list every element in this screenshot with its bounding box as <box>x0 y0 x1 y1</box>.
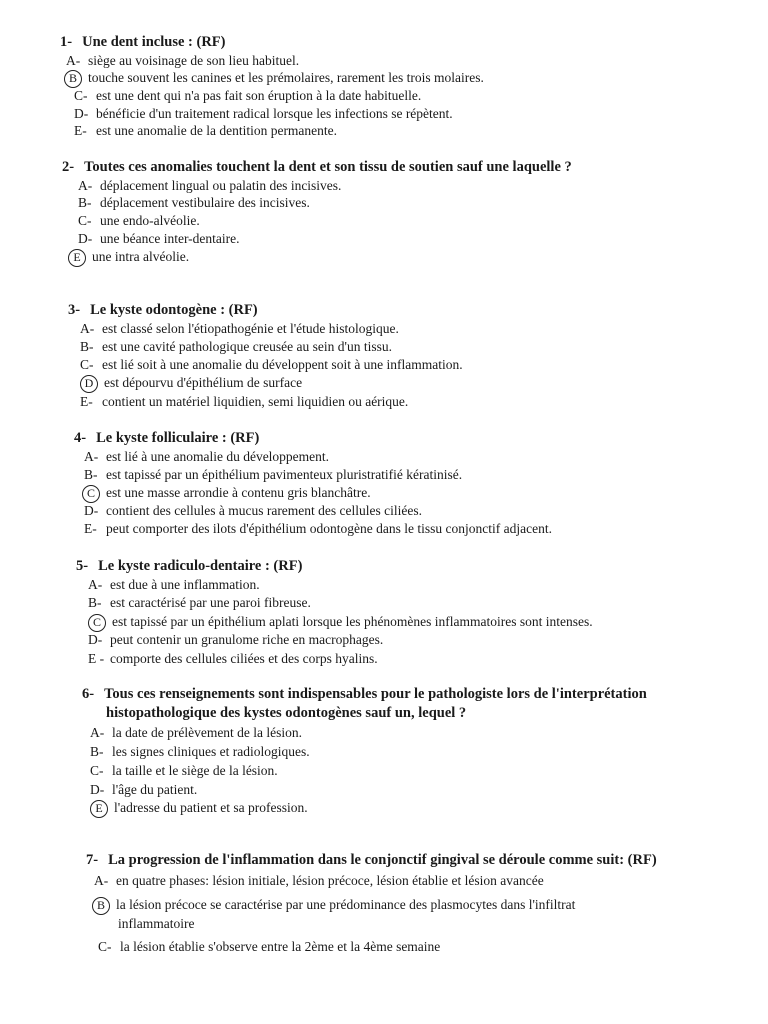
q5-option-d[interactable]: D- peut contenir un granulome riche en macrophages. <box>88 632 384 647</box>
q7-option-c-text: la lésion établie s'observe entre la 2ème et la 4ème semaine <box>120 939 441 954</box>
q4-option-e[interactable]: E- peut comporter des ilots d'épithélium odontogène dans le tissu conjonctif adjacent. <box>84 521 552 536</box>
q7-option-c[interactable] <box>98 938 440 956</box>
q3-option-e[interactable]: E- contient un matériel liquidien, semi liquidien ou aérique. <box>80 394 409 409</box>
q2-option-d[interactable]: D- une béance inter-dentaire. <box>78 231 240 246</box>
q1-option-a[interactable]: A- siège au voisinage de son lieu habituel. <box>66 53 300 68</box>
q1-option-e[interactable]: E- est une anomalie de la dentition permanente. <box>74 123 338 138</box>
q4-option-a[interactable]: A- est lié à une anomalie du développement. <box>84 449 330 464</box>
q3-option-d[interactable]: D est dépourvu d'épithélium de surface <box>80 374 302 392</box>
q6-option-c[interactable]: C- la taille et le siège de la lésion. <box>90 763 278 778</box>
q2-option-e[interactable]: E une intra alvéolie. <box>68 248 189 266</box>
question-1-title: 1- Une dent incluse : (RF) <box>60 34 226 50</box>
q5-option-e[interactable]: E - comporte des cellules ciliées et des corps hyalins. <box>88 651 378 666</box>
question-2-title: 2- Toutes ces anomalies touchent la dent et son tissu de soutien sauf une laquelle ? <box>62 159 572 175</box>
q5-option-a[interactable]: A- est due à une inflammation. <box>88 577 260 592</box>
q1-option-d[interactable]: D- bénéficie d'un traitement radical lorsque les infections se répètent. <box>74 106 453 121</box>
q7-option-b-continuation: inflammatoire <box>118 916 195 931</box>
q7-option-a[interactable]: A- en quatre phases: lésion initiale, lésion précoce, lésion établie et lésion avancée <box>94 873 544 888</box>
q3-option-c[interactable]: C- est lié soit à une anomalie du développent soit à une inflammation. <box>80 357 463 372</box>
q6-option-e[interactable]: E l'adresse du patient et sa profession. <box>90 799 308 817</box>
question-6-title-line2: histopathologique des kystes odontogènes sauf un, lequel ? <box>106 705 467 721</box>
q3-option-b[interactable]: B- est une cavité pathologique creusée au sein d'un tissu. <box>80 339 392 354</box>
question-6-title: 6- Tous ces renseignements sont indispensables pour le pathologiste lors de l'interprétation <box>82 686 647 702</box>
q4-option-b[interactable]: B- est tapissé par un épithélium pavimenteux pluristratifié kératinisé. <box>84 467 463 482</box>
question-7-title: 7- La progression de l'inflammation dans le conjonctif gingival se déroule comme suit: (RF) <box>86 852 657 868</box>
q1-option-c[interactable]: C- est une dent qui n'a pas fait son éruption à la date habituelle. <box>74 88 422 103</box>
q7-option-b[interactable]: B la lésion précoce se caractérise par une prédominance des plasmocytes dans l'infiltrat <box>92 896 575 914</box>
q5-option-c[interactable]: C est tapissé par un épithélium aplati lorsque les phénomènes inflammatoires sont intenses. <box>88 613 593 631</box>
q5-option-b[interactable]: B- est caractérisé par une paroi fibreuse. <box>88 595 311 610</box>
question-4-title: 4- Le kyste folliculaire : (RF) <box>74 430 260 446</box>
q1-option-b[interactable]: B touche souvent les canines et les prémolaires, rarement les trois molaires. <box>64 69 484 87</box>
q6-option-d[interactable]: D- l'âge du patient. <box>90 782 198 797</box>
q4-option-d[interactable]: D- contient des cellules à mucus rarement des cellules ciliées. <box>84 503 423 518</box>
question-5-title: 5- Le kyste radiculo-dentaire : (RF) <box>76 558 303 574</box>
q6-option-a[interactable]: A- la date de prélèvement de la lésion. <box>90 725 303 740</box>
q7-option-c-letter: C- <box>98 939 112 954</box>
q2-option-b[interactable]: B- déplacement vestibulaire des incisives. <box>78 195 310 210</box>
q3-option-a[interactable]: A- est classé selon l'étiopathogénie et l'étude histologique. <box>80 321 399 336</box>
q2-option-c[interactable]: C- une endo-alvéolie. <box>78 213 200 228</box>
q2-option-a[interactable]: A- déplacement lingual ou palatin des incisives. <box>78 178 342 193</box>
question-3-title: 3- Le kyste odontogène : (RF) <box>68 302 258 318</box>
q6-option-b[interactable]: B- les signes cliniques et radiologiques. <box>90 744 310 759</box>
q4-option-c[interactable]: C est une masse arrondie à contenu gris blanchâtre. <box>82 484 371 502</box>
